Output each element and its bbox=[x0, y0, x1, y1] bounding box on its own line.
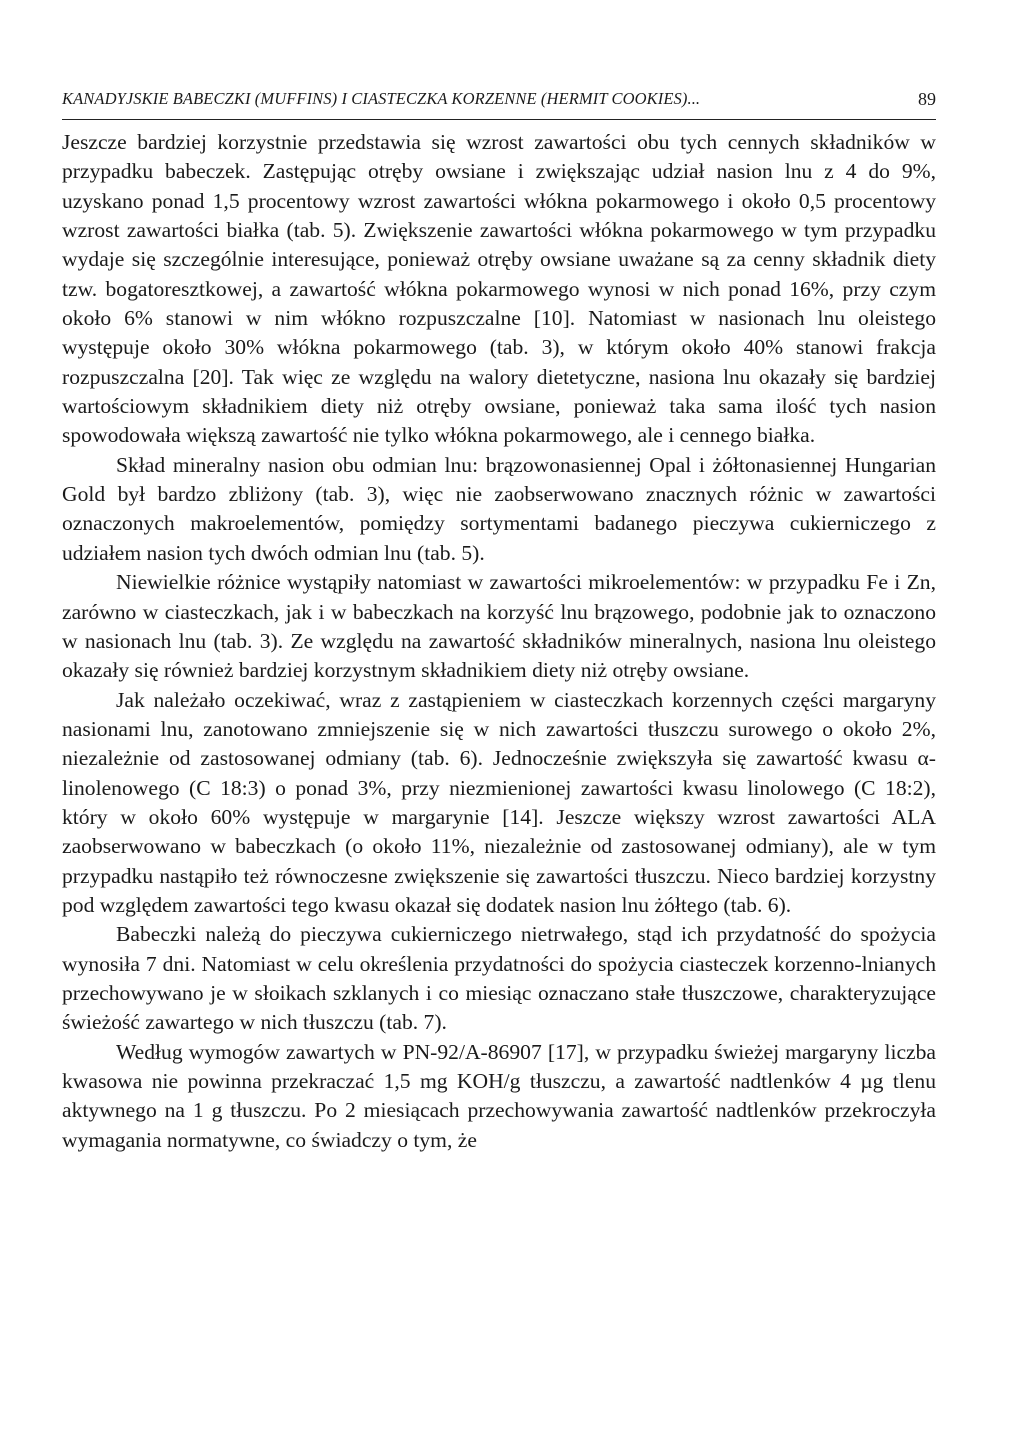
paragraph-5: Babeczki należą do pieczywa cukierniczego nietrwałego, stąd ich przydatność do spożycia wynosiła 7 dni. Natomiast w celu określenia przydatności do spożycia ciasteczek korzenno-lnianych przechowywano je w słoikach szklanych i co miesiąc oznaczano stałe tłuszczowe, charakteryzujące świeżość zawartego w nich tłuszczu (tab. 7). bbox=[62, 922, 936, 1035]
body-text bbox=[62, 128, 936, 1155]
paragraph-1: Jeszcze bardziej korzystnie przedstawia się wzrost zawartości obu tych cennych składników w przypadku babeczek. Zastępując otręby owsiane i zwiększając udział nasion lnu z 4 do 9%, uzyskano ponad 1,5 procentowy wzrost zawartości włókna pokarmowego i około 0,5 procentowy wzrost zawartości białka (tab. 5). Zwiększenie zawartości włókna pokarmowego w tym przypadku wydaje się szczególnie interesujące, ponieważ otręby owsiane uważane są za cenny składnik diety tzw. bogatoresztkowej, a zawartość włókna pokarmowego wynosi w nich ponad 16%, przy czym około 6% stanowi w nim włókno rozpuszczalne [10]. Natomiast w nasionach lnu oleistego występuje około 30% włókna pokarmowego (tab. 3), w którym około 40% stanowi frakcja rozpuszczalna [20]. Tak więc ze względu na walory dietetyczne, nasiona lnu okazały się bardziej wartościowym składnikiem diety niż otręby owsiane, ponieważ taka sama ilość tych nasion spowodowała większą zawartość nie tylko włókna pokarmowego, ale i cennego białka. bbox=[62, 130, 936, 448]
paragraph-3: Niewielkie różnice wystąpiły natomiast w zawartości mikroelementów: w przypadku Fe i Zn, zarówno w ciasteczkach, jak i w babeczkach na korzyść lnu brązowego, podobnie jak to oznaczono w nasionach lnu (tab. 3). Ze względu na zawartość składników mineralnych, nasiona lnu oleistego okazały się również bardziej korzystnym składnikiem diety niż otręby owsiane. bbox=[62, 570, 936, 683]
paragraph-2: Skład mineralny nasion obu odmian lnu: brązowonasiennej Opal i żółtonasiennej Hungarian Gold był bardzo zbliżony (tab. 3), więc nie zaobserwowano znacznych różnic w zawartości oznaczonych makroelementów, pomiędzy sortymentami badanego pieczywa cukierniczego z udziałem nasion tych dwóch odmian lnu (tab. 5). bbox=[62, 452, 936, 565]
page-number: 89 bbox=[918, 89, 936, 109]
paragraph-4: Jak należało oczekiwać, wraz z zastąpieniem w ciasteczkach korzennych części margaryny nasionami lnu, zanotowano zmniejszenie się w nich zawartości tłuszczu surowego o około 2%, niezależnie od zastosowanej odmiany (tab. 6). Jednocześnie zwiększyła się zawartość kwasu α-linolenowego (C 18:3) o ponad 3%, przy niezmienionej zawartości kwasu linolowego (C 18:2), który w około 60% występuje w margarynie [14]. Jeszcze większy wzrost zawartości ALA zaobserwowano w babeczkach (o około 11%, niezależnie od zastosowanej odmiany), ale w tym przypadku nastąpiło też równoczesne zwiększenie się zawartości tłuszczu. Nieco bardziej korzystny pod względem zawartości tego kwasu okazał się dodatek nasion lnu żółtego (tab. 6). bbox=[62, 687, 936, 917]
running-title: KANADYJSKIE BABECZKI (MUFFINS) I CIASTECZKA KORZENNE (HERMIT COOKIES)... bbox=[62, 89, 701, 108]
running-header bbox=[62, 89, 936, 120]
paragraph-6: Według wymogów zawartych w PN-92/A-86907 [17], w przypadku świeżej margaryny liczba kwasowa nie powinna przekraczać 1,5 mg KOH/g tłuszczu, a zawartość nadtlenków 4 µg tlenu aktywnego na 1 g tłuszczu. Po 2 miesiącach przechowywania zawartość nadtlenków przekroczyła wymagania normatywne, co świadczy o tym, że bbox=[62, 1039, 936, 1152]
